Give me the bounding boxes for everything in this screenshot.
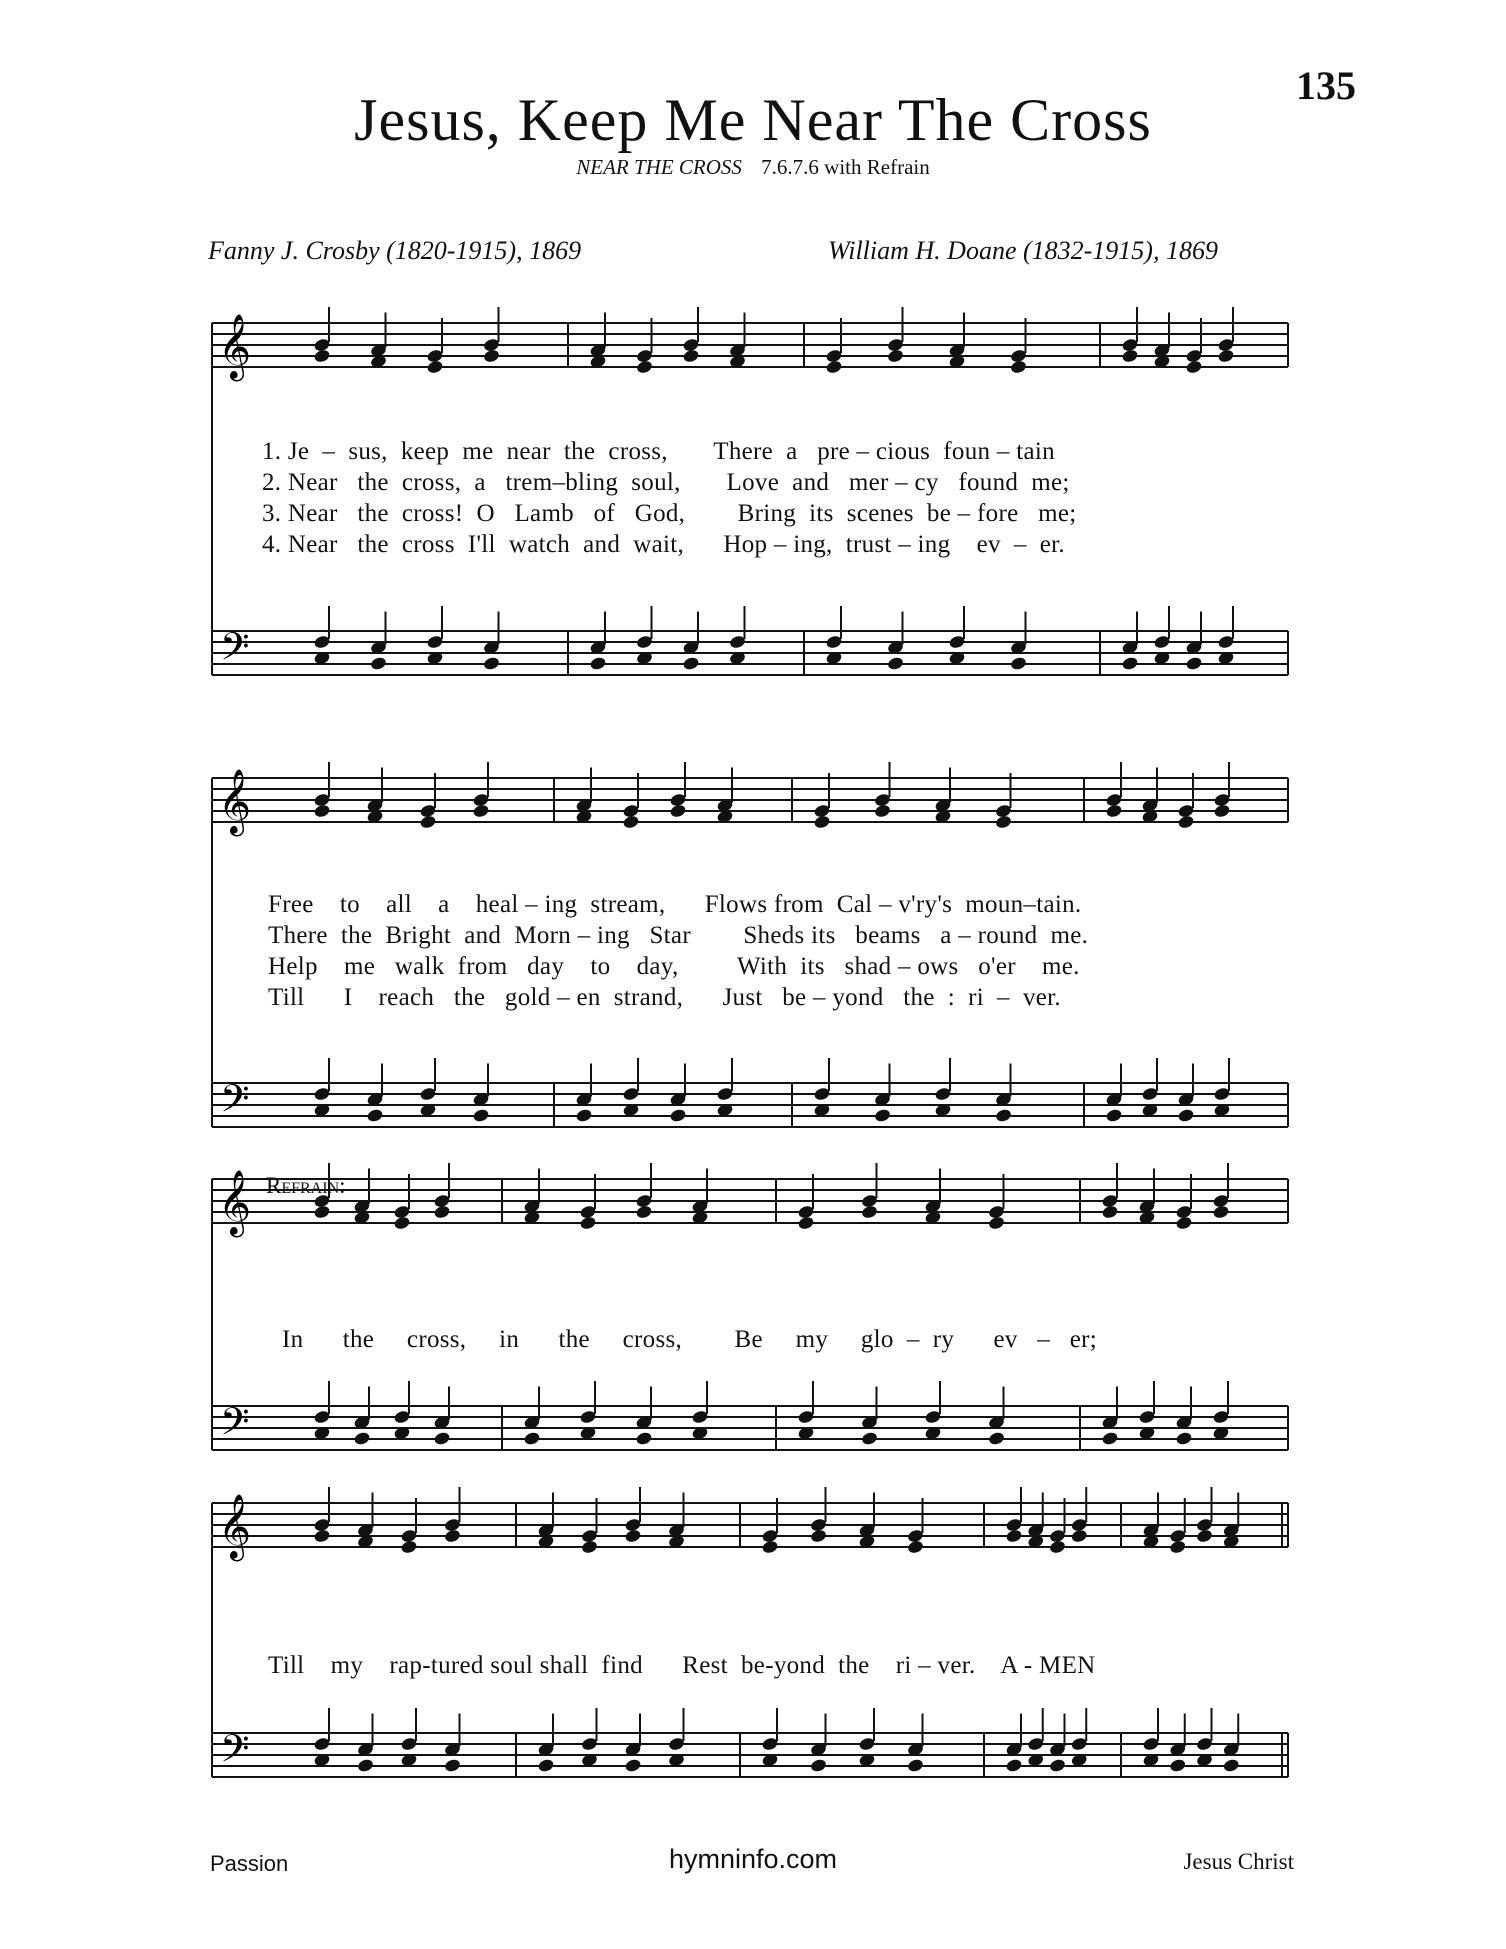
lyric-line-verse3-a: 3. Near the cross! O Lamb of God, Bring its scenes be – fore me; [262, 500, 1077, 527]
note-head [472, 1108, 490, 1123]
note-head [1121, 348, 1139, 363]
note-head [1105, 1108, 1123, 1123]
lyric-line-refrain-b: Till my rap-tured soul shall find Rest be-yond the ri – ver. A - MEN [268, 1652, 1096, 1679]
composer-credit: William H. Doane (1832-1915), 1869 [828, 236, 1218, 265]
bass-clef-icon: 𝄢 [220, 1076, 250, 1130]
note-head [813, 814, 831, 829]
lyric-line-verse4-b: Till I reach the gold – en strand, Just be – yond the : ri – ver. [268, 984, 1061, 1011]
treble-clef-icon: 𝄞 [218, 1170, 252, 1235]
note-head [1196, 1528, 1214, 1543]
meter: 7.6.7.6 with Refrain [761, 155, 930, 179]
note-head [589, 656, 607, 671]
note-head [635, 1204, 653, 1219]
note-head [887, 656, 905, 671]
note-head [887, 348, 905, 363]
note-head [1177, 1108, 1195, 1123]
note-head [874, 1108, 892, 1123]
note-head [472, 803, 490, 818]
note-head [861, 1431, 879, 1446]
note-head [635, 1431, 653, 1446]
note-head [995, 814, 1013, 829]
note-head [995, 1108, 1013, 1123]
note-head [483, 348, 501, 363]
note-head [622, 814, 640, 829]
lyric-line-verse1-b: Free to all a heal – ing stream, Flows from Cal – v'ry's moun–tain. [268, 891, 1082, 918]
note-head [1070, 1528, 1088, 1543]
note-head [1185, 359, 1203, 374]
note-head [988, 1431, 1006, 1446]
note-head [988, 1215, 1006, 1230]
note-head [1175, 1215, 1193, 1230]
note-head [357, 1758, 375, 1773]
note-head [1185, 656, 1203, 671]
footer-topic: Passion [210, 1851, 289, 1876]
note-head [419, 814, 437, 829]
treble-clef-icon: 𝄞 [218, 769, 252, 834]
note-head [1101, 1431, 1119, 1446]
note-head [861, 1204, 879, 1219]
note-head [624, 1758, 642, 1773]
note-head [400, 1539, 418, 1554]
note-head [370, 656, 388, 671]
note-head [624, 1528, 642, 1543]
note-head [1222, 1758, 1240, 1773]
footer-category: Jesus Christ [1183, 1849, 1294, 1874]
note-head [444, 1528, 462, 1543]
note-head [1121, 656, 1139, 671]
note-head [797, 1215, 815, 1230]
hymn-title: Jesus, Keep Me Near The Cross [354, 87, 1152, 153]
note-head [579, 1215, 597, 1230]
note-head [1005, 1758, 1023, 1773]
note-head [1217, 348, 1235, 363]
tune-name: NEAR THE CROSS [576, 155, 742, 179]
note-head [636, 359, 654, 374]
note-head [537, 1758, 555, 1773]
note-head [581, 1539, 599, 1554]
note-head [426, 359, 444, 374]
lyric-line-verse2-b: There the Bright and Morn – ing Star Sheds its beams a – round me. [268, 922, 1089, 949]
note-head [1010, 656, 1028, 671]
bass-clef-icon: 𝄢 [220, 1726, 250, 1780]
note-head [393, 1215, 411, 1230]
note-head [1177, 814, 1195, 829]
note-head [1169, 1539, 1187, 1554]
treble-clef-icon: 𝄞 [218, 314, 252, 379]
note-head [1169, 1758, 1187, 1773]
note-head [433, 1431, 451, 1446]
note-head [313, 348, 331, 363]
note-head [1049, 1539, 1067, 1554]
author-credit: Fanny J. Crosby (1820-1915), 1869 [208, 236, 582, 265]
note-head [682, 348, 700, 363]
note-head [810, 1758, 828, 1773]
note-head [825, 359, 843, 374]
note-head [575, 1108, 593, 1123]
bass-clef-icon: 𝄢 [220, 624, 250, 678]
lyric-line-verse3-b: Help me walk from day to day, With its shad – ows o'er me. [268, 953, 1080, 980]
note-head [1049, 1758, 1067, 1773]
note-head [907, 1539, 925, 1554]
refrain-label: Refrain: [266, 1173, 346, 1198]
note-head [1101, 1204, 1119, 1219]
note-head [523, 1431, 541, 1446]
note-head [1105, 803, 1123, 818]
note-head [669, 803, 687, 818]
note-head [433, 1204, 451, 1219]
note-head [874, 803, 892, 818]
note-head [1213, 803, 1231, 818]
note-head [353, 1431, 371, 1446]
note-head [810, 1528, 828, 1543]
note-head [483, 656, 501, 671]
note-head [761, 1539, 779, 1554]
lyric-line-verse4-a: 4. Near the cross I'll watch and wait, Hop – ing, trust – ing ev – er. [262, 531, 1065, 558]
note-head [682, 656, 700, 671]
note-head [1175, 1431, 1193, 1446]
hymn-number: 135 [1296, 63, 1356, 108]
bass-clef-icon: 𝄢 [220, 1399, 250, 1453]
treble-clef-icon: 𝄞 [218, 1494, 252, 1559]
note-head [444, 1758, 462, 1773]
lyric-line-verse2-a: 2. Near the cross, a trem–bling soul, Love and mer – cy found me; [262, 469, 1070, 496]
lyric-line-verse1-a: 1. Je – sus, keep me near the cross, There a pre – cious foun – tain [262, 438, 1055, 465]
note-head [907, 1758, 925, 1773]
note-head [669, 1108, 687, 1123]
lyric-line-refrain-a: In the cross, in the cross, Be my glo – ry ev – er; [282, 1326, 1098, 1353]
note-head [313, 1204, 331, 1219]
note-head [366, 1108, 384, 1123]
note-head [1005, 1528, 1023, 1543]
note-head [313, 803, 331, 818]
note-head [1010, 359, 1028, 374]
footer-website: hymninfo.com [668, 1844, 838, 1874]
note-head [1212, 1204, 1230, 1219]
note-head [313, 1528, 331, 1543]
